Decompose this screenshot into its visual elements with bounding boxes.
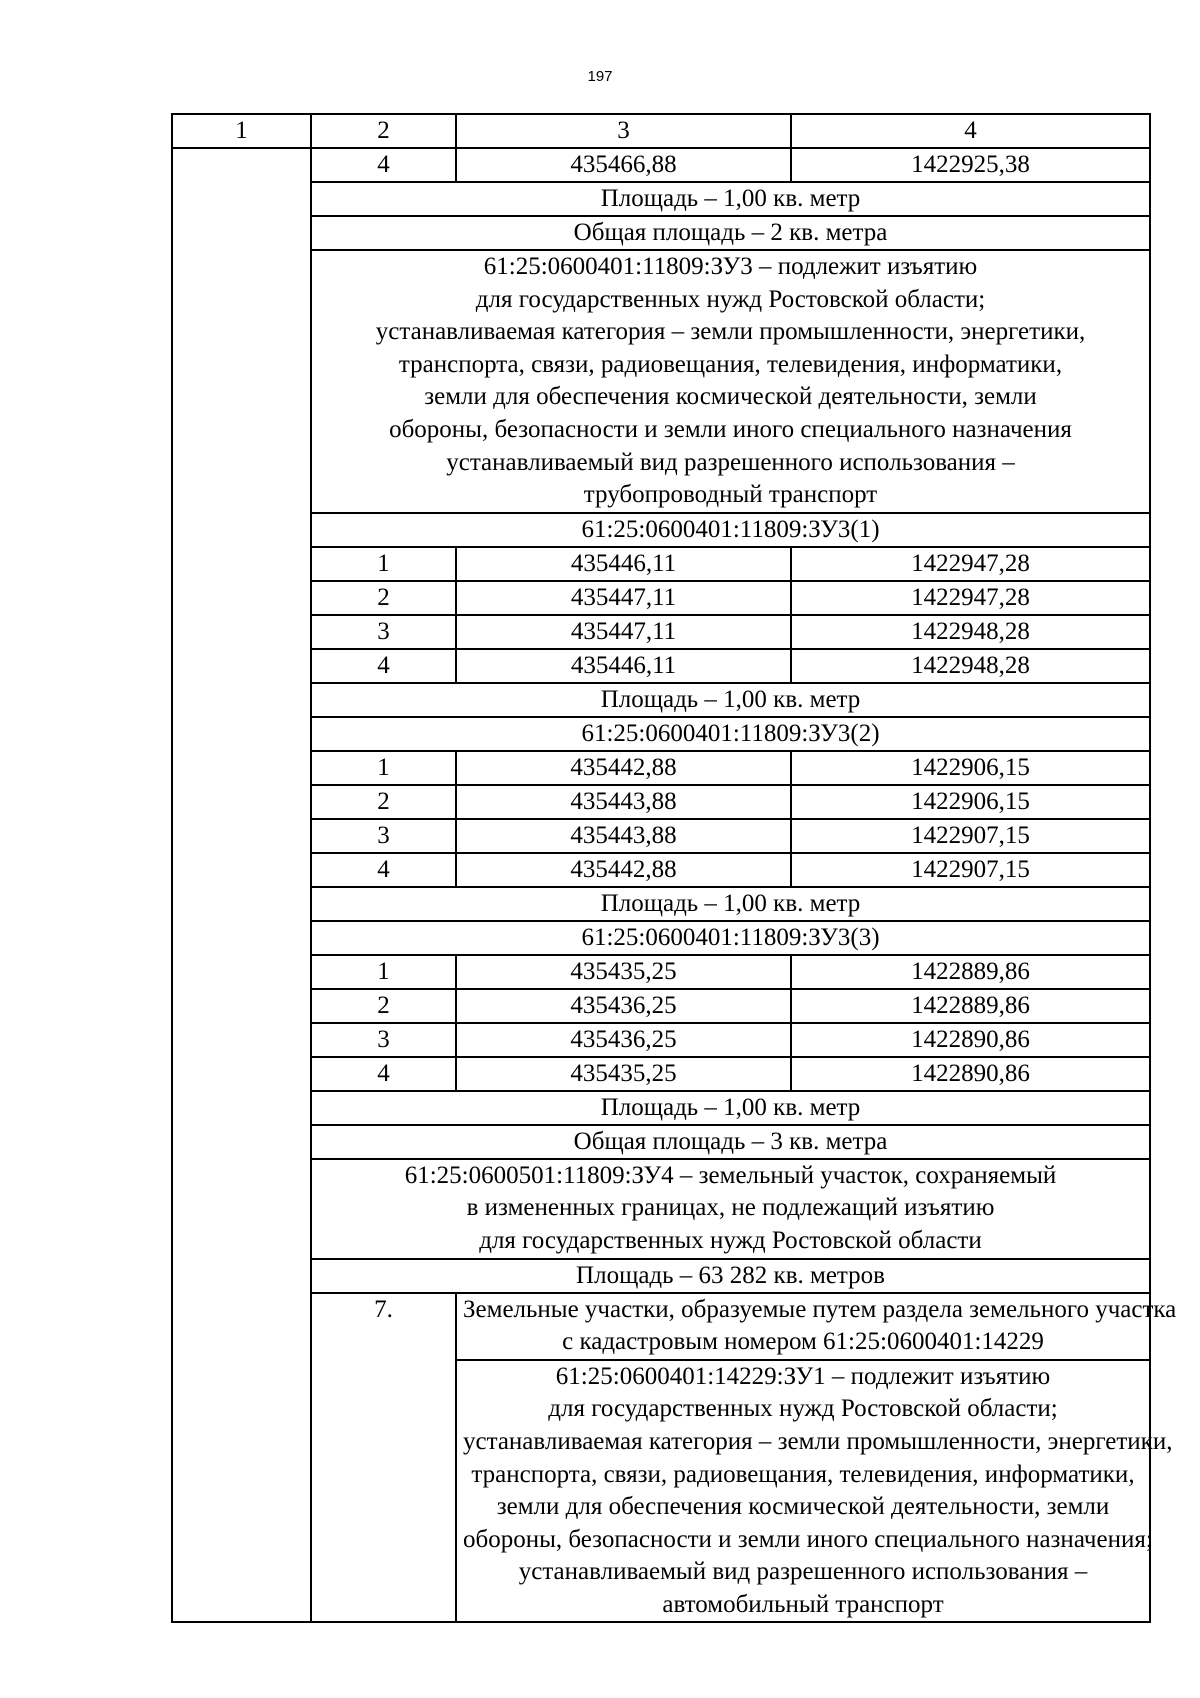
- header-cell-1: 1: [172, 114, 311, 148]
- coord-x: 435435,25: [456, 955, 791, 989]
- point-number: 1: [311, 751, 456, 785]
- coord-x: 435446,11: [456, 547, 791, 581]
- description-line: транспорта, связи, радиовещания, телевидения, информатики,: [471, 1460, 1135, 1488]
- point-number: 1: [311, 547, 456, 581]
- coord-x: 435447,11: [456, 615, 791, 649]
- coord-y: 1422889,86: [791, 989, 1150, 1023]
- point-number: 2: [311, 989, 456, 1023]
- description-line: для государственных нужд Ростовской области;: [475, 285, 986, 313]
- point-number: 4: [311, 148, 456, 182]
- table-row: [172, 955, 1150, 989]
- part-title-row: [172, 717, 1150, 751]
- point-number: 4: [311, 1057, 456, 1091]
- point-number: 2: [311, 581, 456, 615]
- section-7-title-row: [172, 1293, 1150, 1360]
- description-line: в измененных границах, не подлежащий изъятию: [466, 1194, 995, 1222]
- coord-y: 1422890,86: [791, 1023, 1150, 1057]
- table-row: [172, 751, 1150, 785]
- part-title: 61:25:0600401:11809:ЗУ3(2): [311, 717, 1150, 751]
- total-area-row: [172, 216, 1150, 250]
- description-line: 61:25:0600401:14229:ЗУ1 – подлежит изъятию: [555, 1362, 1051, 1390]
- table-row: [172, 649, 1150, 683]
- coord-x: 435446,11: [456, 649, 791, 683]
- zu3-description: [311, 250, 1150, 513]
- table-header-row: [172, 114, 1150, 148]
- coord-y: 1422948,28: [791, 649, 1150, 683]
- coord-y: 1422889,86: [791, 955, 1150, 989]
- description-line: для государственных нужд Ростовской области: [479, 1226, 982, 1254]
- table-row: [172, 1057, 1150, 1091]
- point-number: 4: [311, 853, 456, 887]
- table-row: [172, 581, 1150, 615]
- area-row: [172, 683, 1150, 717]
- description-line: устанавливаемый вид разрешенного использования –: [446, 448, 1015, 476]
- description-line: обороны, безопасности и земли иного специального назначения: [389, 415, 1072, 443]
- header-cell-4: 4: [791, 114, 1150, 148]
- zu4-description-row: [172, 1159, 1150, 1259]
- page-number: 197: [587, 68, 613, 85]
- zu1-description: [456, 1360, 1173, 1623]
- description-line: устанавливаемый вид разрешенного использования –: [518, 1558, 1088, 1586]
- coord-x: 435466,88: [456, 148, 791, 182]
- part-title-row: [172, 513, 1150, 547]
- coord-y: 1422907,15: [791, 819, 1150, 853]
- coord-y: 1422925,38: [791, 148, 1150, 182]
- title-line: с кадастровым номером 61:25:0600401:14229: [562, 1328, 1044, 1356]
- point-number: 3: [311, 1023, 456, 1057]
- title-line: Земельные участки, образуемые путем раздела земельного участка: [463, 1295, 1177, 1323]
- area-row: [172, 887, 1150, 921]
- point-number: 4: [311, 649, 456, 683]
- coord-y: 1422947,28: [791, 547, 1150, 581]
- table-row: [172, 785, 1150, 819]
- coord-x: 435436,25: [456, 1023, 791, 1057]
- area-text: Площадь – 1,00 кв. метр: [311, 887, 1150, 921]
- description-line: устанавливаемая категория – земли промышленности, энергетики,: [463, 1427, 1173, 1455]
- description-line: обороны, безопасности и земли иного специального назначения;: [463, 1525, 1153, 1553]
- coord-x: 435443,88: [456, 819, 791, 853]
- section-number-cell: [172, 148, 311, 1622]
- area-text: Площадь – 63 282 кв. метров: [311, 1259, 1150, 1293]
- table-row: [172, 853, 1150, 887]
- area-row: [172, 1259, 1150, 1293]
- total-area-row: [172, 1125, 1150, 1159]
- coord-x: 435435,25: [456, 1057, 791, 1091]
- area-row: [172, 1091, 1150, 1125]
- coord-x: 435443,88: [456, 785, 791, 819]
- area-text: Площадь – 1,00 кв. метр: [311, 683, 1150, 717]
- description-line: устанавливаемая категория – земли промышленности, энергетики,: [375, 318, 1086, 346]
- description-line: для государственных нужд Ростовской области;: [548, 1395, 1058, 1423]
- header-cell-2: 2: [311, 114, 456, 148]
- part-title: 61:25:0600401:11809:ЗУ3(3): [311, 921, 1150, 955]
- table-row: [172, 819, 1150, 853]
- coord-y: 1422947,28: [791, 581, 1150, 615]
- description-line: земли для обеспечения космической деятельности, земли: [424, 383, 1037, 411]
- coord-y: 1422906,15: [791, 785, 1150, 819]
- table-row: [172, 989, 1150, 1023]
- description-line: транспорта, связи, радиовещания, телевидения, информатики,: [398, 350, 1063, 378]
- section-number-cell: 7.: [311, 1293, 456, 1623]
- area-text: Площадь – 1,00 кв. метр: [311, 1091, 1150, 1125]
- coord-y: 1422890,86: [791, 1057, 1150, 1091]
- coord-x: 435442,88: [456, 853, 791, 887]
- table-row: [172, 1023, 1150, 1057]
- point-number: 3: [311, 819, 456, 853]
- coord-x: 435436,25: [456, 989, 791, 1023]
- point-number: 3: [311, 615, 456, 649]
- coord-y: 1422907,15: [791, 853, 1150, 887]
- table-row: [172, 148, 1150, 182]
- part-title: 61:25:0600401:11809:ЗУ3(1): [311, 513, 1150, 547]
- description-line: земли для обеспечения космической деятельности, земли: [496, 1493, 1110, 1521]
- description-line: автомобильный транспорт: [662, 1590, 944, 1618]
- description-line: трубопроводный транспорт: [583, 481, 878, 509]
- coord-x: 435442,88: [456, 751, 791, 785]
- total-area-text: Общая площадь – 3 кв. метра: [311, 1125, 1150, 1159]
- part-title-row: [172, 921, 1150, 955]
- land-plots-table: [171, 113, 1177, 1623]
- total-area-text: Общая площадь – 2 кв. метра: [311, 216, 1150, 250]
- area-text: Площадь – 1,00 кв. метр: [311, 182, 1150, 216]
- description-line: 61:25:0600501:11809:ЗУ4 – земельный участок, сохраняемый: [404, 1161, 1057, 1189]
- coord-x: 435447,11: [456, 581, 791, 615]
- header-cell-3: 3: [456, 114, 791, 148]
- zu4-description: [311, 1159, 1150, 1259]
- table-row: [172, 547, 1150, 581]
- coord-y: 1422948,28: [791, 615, 1150, 649]
- table-row: [172, 615, 1150, 649]
- area-row: [172, 182, 1150, 216]
- point-number: 1: [311, 955, 456, 989]
- point-number: 2: [311, 785, 456, 819]
- zu3-description-row: [172, 250, 1150, 513]
- coord-y: 1422906,15: [791, 751, 1150, 785]
- description-line: 61:25:0600401:11809:ЗУ3 – подлежит изъятию: [483, 253, 978, 280]
- section-7-title: [456, 1293, 1177, 1360]
